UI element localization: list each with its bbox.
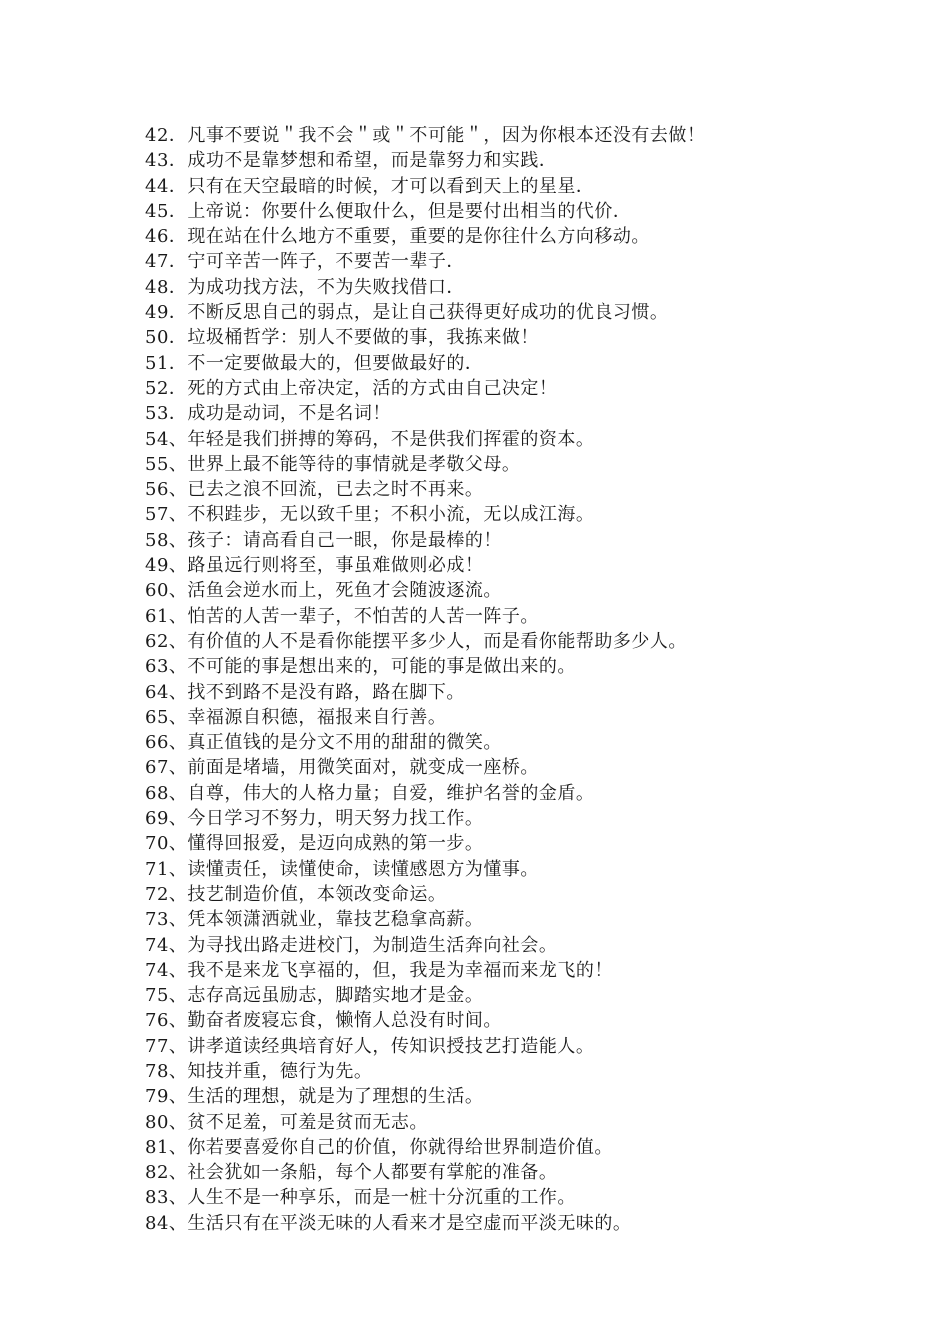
quote-line: 56、已去之浪不回流，已去之时不再来。 — [145, 479, 484, 501]
quote-line: 60、活鱼会逆水而上，死鱼才会随波逐流。 — [145, 580, 502, 602]
quote-line: 63、不可能的事是想出来的，可能的事是做出来的。 — [145, 656, 576, 678]
quote-line: 72、技艺制造价值，本领改变命运。 — [145, 883, 447, 905]
quote-line: 42．凡事不要说＂我不会＂或＂不可能＂，因为你根本还没有去做！ — [145, 125, 706, 146]
quote-line: 76、勤奋者废寝忘食，懒惰人总没有时间。 — [145, 1010, 502, 1032]
quote-line: 43．成功不是靠梦想和希望，而是靠努力和实践． — [145, 150, 558, 172]
quote-line: 75、志存高远虽励志，脚踏实地才是金。 — [145, 985, 484, 1007]
quote-line: 57、不积跬步，无以致千里；不积小流，无以成江海。 — [145, 504, 595, 526]
quote-line: 78、知技并重，德行为先。 — [145, 1060, 373, 1082]
quote-line: 82、社会犹如一条船，每个人都要有掌舵的准备。 — [145, 1162, 558, 1184]
quote-line: 81、你若要喜爱你自己的价值，你就得给世界制造价值。 — [145, 1136, 613, 1158]
quote-line: 84、生活只有在平淡无味的人看来才是空虚而平淡无味的。 — [145, 1212, 632, 1234]
quote-line: 49．不断反思自己的弱点，是让自己获得更好成功的优良习惯。 — [145, 302, 669, 324]
quote-line: 64、找不到路不是没有路，路在脚下。 — [145, 681, 465, 703]
quote-list — [145, 123, 845, 1236]
quote-line: 77、讲孝道读经典培育好人，传知识授技艺打造能人。 — [145, 1035, 595, 1057]
quote-line: 74、为寻找出路走进校门，为制造生活奔向社会。 — [145, 934, 558, 956]
quote-line: 70、懂得回报爱，是迈向成熟的第一步。 — [145, 833, 484, 855]
quote-line: 79、生活的理想，就是为了理想的生活。 — [145, 1086, 484, 1108]
quote-line: 46．现在站在什么地方不重要，重要的是你往什么方向移动。 — [145, 226, 650, 248]
quote-line: 49、路虽远行则将至，事虽难做则必成！ — [145, 555, 484, 577]
quote-line: 55、世界上最不能等待的事情就是孝敬父母。 — [145, 453, 521, 475]
quote-line: 74、我不是来龙飞享福的，但，我是为幸福而来龙飞的！ — [145, 959, 613, 981]
quote-line: 54、年轻是我们拼搏的筹码，不是供我们挥霍的资本。 — [145, 428, 595, 450]
quote-line: 50．垃圾桶哲学：别人不要做的事，我拣来做！ — [145, 327, 539, 349]
quote-line: 61、怕苦的人苦一辈子，不怕苦的人苦一阵子。 — [145, 605, 539, 627]
quote-line: 83、人生不是一种享乐，而是一桩十分沉重的工作。 — [145, 1187, 576, 1209]
quote-line: 80、贫不足羞，可羞是贫而无志。 — [145, 1111, 428, 1133]
quote-line: 62、有价值的人不是看你能摆平多少人，而是看你能帮助多少人。 — [145, 630, 687, 652]
quote-line: 47．宁可辛苦一阵子，不要苦一辈子． — [145, 251, 465, 273]
quote-line: 66、真正值钱的是分文不用的甜甜的微笑。 — [145, 732, 502, 754]
quote-line: 48．为成功找方法，不为失败找借口． — [145, 276, 465, 298]
quote-line: 68、自尊，伟大的人格力量；自爱，维护名誉的金盾。 — [145, 782, 595, 804]
quote-line: 53．成功是动词，不是名词！ — [145, 403, 391, 425]
quote-line: 51．不一定要做最大的，但要做最好的． — [145, 352, 484, 374]
quote-line: 69、今日学习不努力，明天努力找工作。 — [145, 808, 484, 830]
quote-line: 44．只有在天空最暗的时候，才可以看到天上的星星． — [145, 175, 595, 197]
quote-line: 67、前面是堵墙，用微笑面对，就变成一座桥。 — [145, 757, 539, 779]
quote-line: 58、孩子：请高看自己一眼，你是最棒的！ — [145, 529, 502, 551]
quote-line: 45．上帝说：你要什么便取什么，但是要付出相当的代价． — [145, 200, 632, 222]
quote-line: 73、凭本领潇洒就业，靠技艺稳拿高薪。 — [145, 909, 484, 931]
quote-line: 71、读懂责任，读懂使命，读懂感恩方为懂事。 — [145, 858, 539, 880]
quote-line: 52．死的方式由上帝决定，活的方式由自己决定！ — [145, 377, 558, 399]
quote-line: 65、幸福源自积德，福报来自行善。 — [145, 706, 447, 728]
